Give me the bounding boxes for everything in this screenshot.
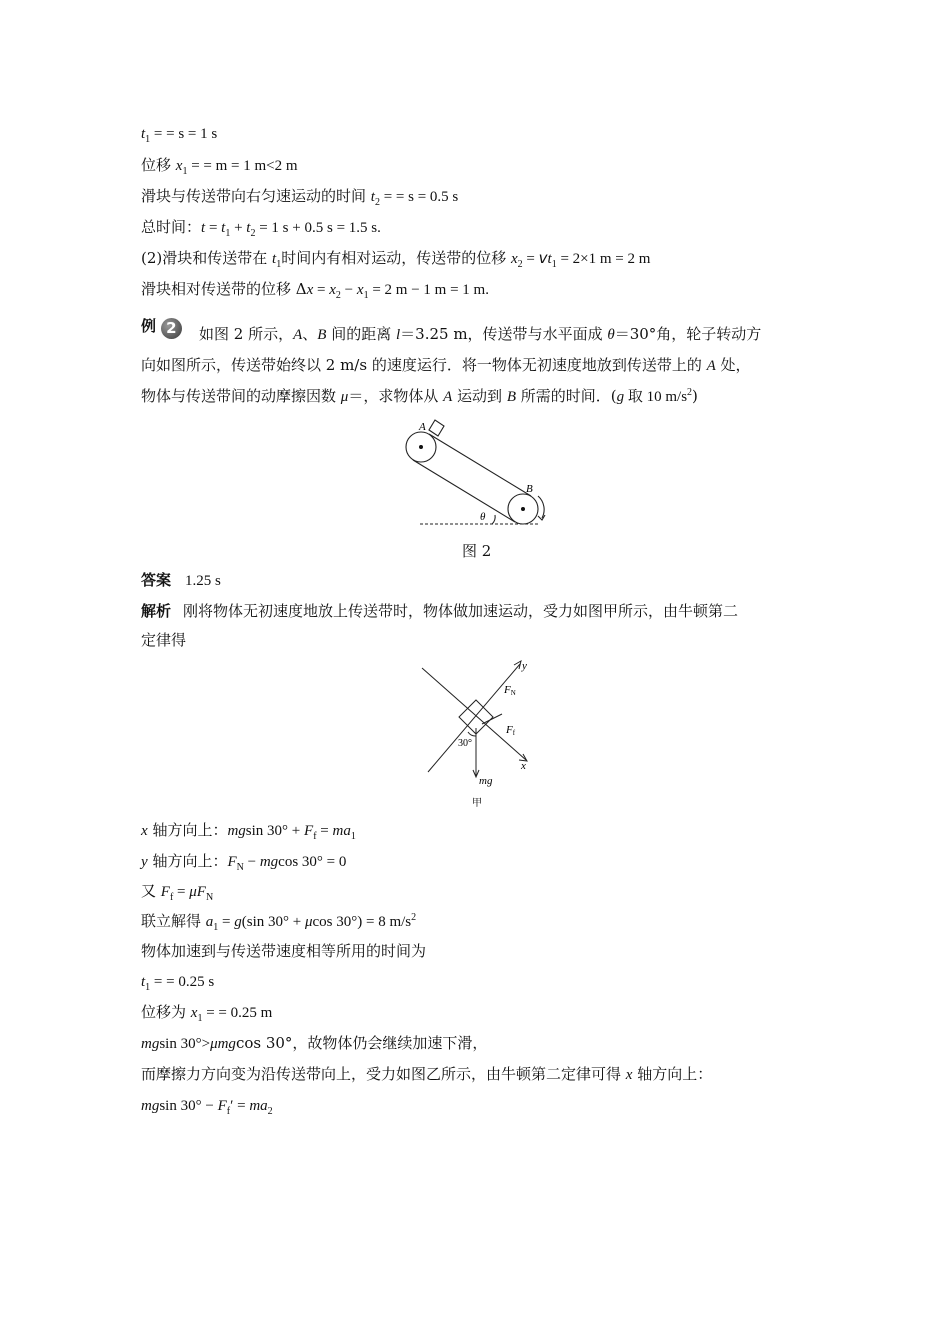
answer-value: 1.25 s (185, 573, 221, 589)
eq-belt-displacement: (2)滑块和传送带在 $t_1$时间内有相对运动，传送带的位移 $x_2 = vt_1 = 2\times 1$ m = 2 m (141, 249, 651, 270)
example-paragraph-line3: 物体与传送带间的动摩擦因数 μ＝，求物体从 A 运动到 B 所需的时间．(g 取 10 $m/s^2$) (141, 387, 698, 405)
belt-top-edge (429, 434, 531, 496)
eq-comparison: mgsin 30°>μmgcos 30°，故物体仍会继续加速下滑， (141, 1034, 488, 1052)
eq-x1-second: 位移为 $x_1$ = = 0.25 m (141, 1003, 273, 1024)
text-friction-change: 而摩擦力方向变为沿传送带向上，受力如图乙所示，由牛顿第二定律可得 x 轴方向上： (141, 1065, 713, 1083)
eq-y-axis: y 轴方向上：$F_N - mgcos$ 30° = 0 (141, 852, 347, 873)
figure-2-conveyor-belt (400, 414, 560, 530)
eq-t2: 滑块与传送带向右匀速运动的时间 $t_2$ = = s = 0.5 s (141, 187, 459, 208)
eq-x-axis: x 轴方向上：mgsin $30^\circ + F_f = ma_1$ (141, 821, 356, 842)
analysis-label: 解析 (141, 602, 172, 620)
label-angle: 30° (458, 738, 472, 749)
figure-jia-caption: 甲 (472, 798, 482, 808)
block-at-A (429, 420, 444, 436)
example-number-badge: 2 (161, 318, 182, 339)
upper-pulley-axle (419, 445, 423, 449)
theta-arc (492, 515, 495, 524)
eq-t1: $t_1$ = = s = 1 s (141, 126, 218, 145)
label-theta: θ (480, 511, 486, 523)
text-time-statement: 物体加速到与传送带速度相等所用的时间为 (141, 942, 427, 960)
label-A: A (419, 421, 426, 433)
label-B: B (526, 483, 533, 495)
label-Ff: Ff (506, 724, 516, 737)
eq-t1-second: $t_1$ = = 0.25 s (141, 974, 215, 993)
example-paragraph-line1: 如图 2 所示，A、B 间的距离 l＝3.25 m，传送带与水平面成 θ＝30°角，轮子转动方 (199, 325, 762, 343)
example-header (141, 316, 182, 339)
answer-line (141, 570, 221, 591)
lower-pulley-axle (521, 507, 525, 511)
eq-total-time: 总时间：$t = t_1 + t_2 = 1$ s + 0.5 s = 1.5 s. (141, 218, 381, 239)
x-axis-line (422, 668, 526, 760)
belt-bottom-edge (413, 460, 515, 522)
example-label: 例 (141, 317, 157, 335)
analysis-line2: 定律得 (141, 631, 187, 649)
label-x: x (521, 760, 526, 772)
answer-label: 答案 (141, 571, 172, 589)
label-FN: FN (504, 684, 516, 697)
eq-a2: mgsin $30^\circ - F_f' = ma_2$ (141, 1098, 273, 1117)
label-y: y (522, 660, 527, 672)
figure-jia-force-diagram (420, 656, 540, 808)
eq-displacement-x1: 位移 $x_1$ = = m = 1 m<2 m (141, 156, 298, 177)
eq-relative-displacement: 滑块相对传送带的位移 $\Delta x = x_2 - x_1 = 2$ m − 1 m = 1 m. (141, 280, 489, 301)
y-axis-line (428, 664, 520, 772)
figure-2-caption: 图 2 (462, 542, 492, 560)
rotation-arrowhead (538, 515, 545, 520)
example-paragraph-line2: 向如图所示，传送带始终以 2 m/s 的速度运行．将一物体无初速度地放到传送带上的 A 处， (141, 356, 751, 374)
analysis-line1: 解析 刚将物体无初速度地放上传送带时，物体做加速运动，受力如图甲所示，由牛顿第二 (141, 602, 739, 620)
label-mg: mg (479, 775, 493, 787)
y-axis-arrowhead (514, 661, 521, 669)
eq-a1: 联立解得 $a_1 = g(\sin$ 30° + μcos 30°) = 8 $m/s^2$ (141, 912, 417, 933)
eq-friction: 又 $F_f = \mu F_N$ (141, 882, 214, 903)
rotation-arrow (538, 496, 544, 518)
